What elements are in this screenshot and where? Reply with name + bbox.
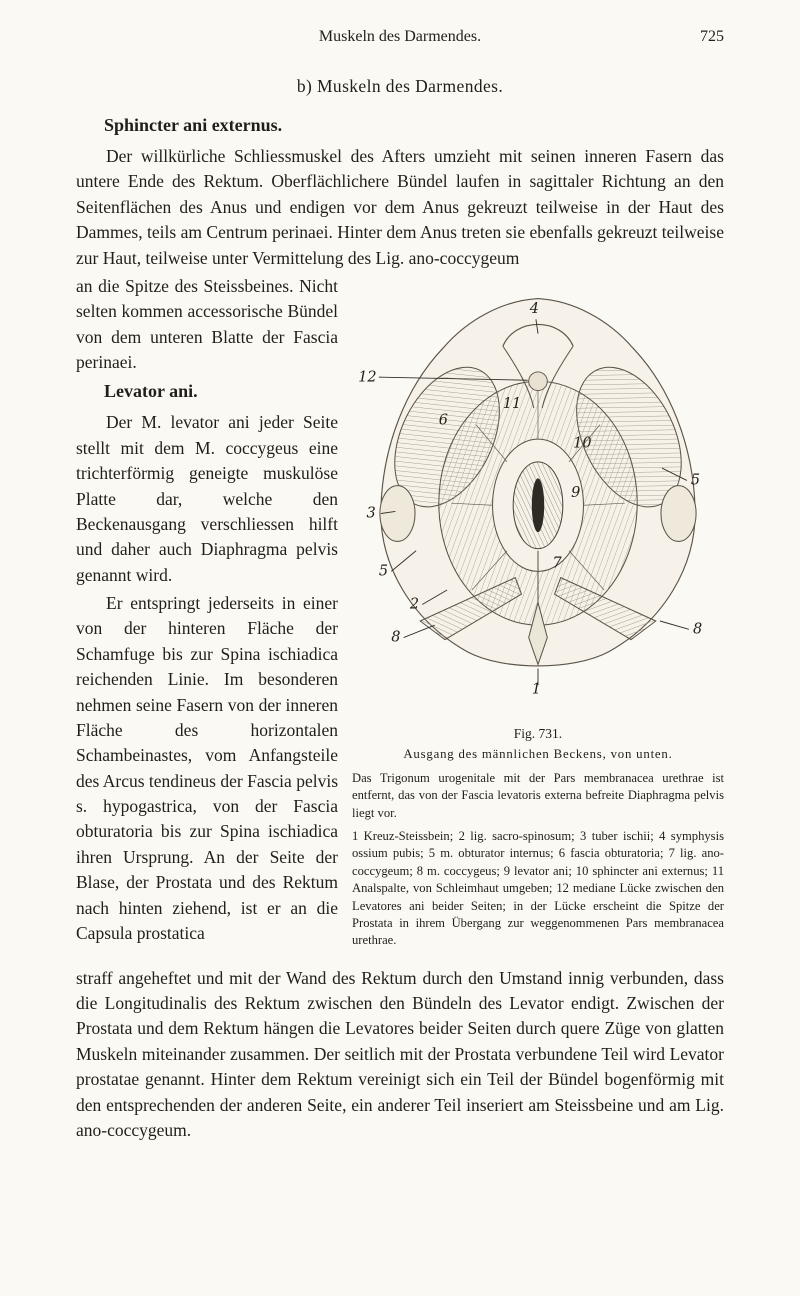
figure-label-9: 9: [571, 484, 581, 501]
levator-heading: Levator ani.: [104, 381, 198, 402]
figure-drawing: [352, 280, 724, 714]
figure-label-1: 1: [531, 681, 542, 698]
figure-label-4: 4: [529, 300, 539, 317]
sphincter-paragraph-full: Der willkürliche Schliessmuskel des Afters umzieht mit seinen inneren Fasern das untere Ende des Rektum. Oberflächlichere Bündel laufen in sagittaler Richtung an den Seitenflächen des Anus und endigen vor dem Anus gekreuzt teilweise in der Haut des Dammes, teils am Centrum perinaei. Hinter dem Anus treten sie ebenfalls gekreuzt teilweise zur Haut, teilweise unter Vermittelung des Lig. ano-coccygeum: [76, 146, 724, 268]
levator-paragraph-1: Der M. levator ani jeder Seite stellt mit dem M. coccygeus eine trichterförmig geneigte muskulöse Platte dar, welche den Beckenausgang verschliessen hilft und daher auch Diaphragma pelvis genannt wird.: [76, 412, 338, 585]
figure-caption-block: [352, 726, 724, 950]
figure-731: [352, 280, 724, 956]
figure-legend: 1 Kreuz-Steissbein; 2 lig. sacro-spinosum; 3 tuber ischii; 4 symphysis ossium pubis; 5 m. obturator internus; 6 fascia obturatoria; 7 lig. ano-coccygeum; 8 m. coccygeus; 9 levator ani; 10 sphincter ani externus; 11 Analspalte, von Schleimhaut umgeben; 12 mediane Lücke zwischen den Levatores ani beider Seiten; in der Lücke erscheint die Spitze der Prostata in ihrem Übergang zur weggenommenen Pars membranacea urethrae.: [352, 829, 724, 948]
section-heading: b) Muskeln des Darmendes.: [296, 76, 504, 96]
figure-label-5: 5: [690, 472, 701, 489]
figure-label-5: 5: [378, 563, 389, 580]
sphincter-paragraph-narrow: an die Spitze des Steissbeines. Nicht selten kommen accessorische Bündel von dem unteren Blatte der Fascia perinaei.: [76, 275, 338, 372]
left-column: [76, 274, 338, 946]
figure-label-3: 3: [366, 505, 376, 522]
figure-label-12: 12: [358, 369, 377, 386]
running-title: Muskeln des Darmendes.: [318, 28, 482, 45]
figure-number: Fig. 731.: [513, 725, 563, 741]
page-header: [76, 28, 724, 46]
figure-label-11: 11: [502, 396, 522, 413]
figure-caption: Das Trigonum urogenitale mit der Pars membranacea urethrae ist entfernt, das von der Fascia levatoris externa befreite Diaphragma pelvis liegt vor.: [352, 770, 724, 820]
figure-label-8: 8: [693, 621, 703, 638]
figure-label-8: 8: [391, 629, 401, 646]
figure-canvas: [352, 280, 724, 714]
clear-float: [76, 956, 724, 966]
wrap-region: [76, 274, 724, 966]
figure-label-2: 2: [409, 596, 420, 613]
figure-label-10: 10: [573, 435, 592, 452]
sphincter-heading: Sphincter ani externus.: [104, 115, 283, 135]
levator-paragraph-2-narrow: Er entspringt jederseits in einer von der hinteren Fläche der Schamfuge bis zur Spina ischiadica reichenden Linie. Im besonderen nehmen seine Fasern von der inneren Fläche des horizontalen Schambeinastes, vom Anfangsteile des Arcus tendineus der Fascia pelvis s. hypogastrica, von der Fascia obturatoria bis zur Spina ischiadica ihren Ursprung. An der Seite der Blase, der Prostata und des Rektum nach hinten ziehend, ist er an die Capsula prostatica: [76, 593, 338, 943]
figure-label-7: 7: [552, 555, 562, 572]
figure-title: Ausgang des männlichen Beckens, von unten.: [403, 746, 673, 761]
levator-paragraph-2-full: straff angeheftet und mit der Wand des Rektum durch den Umstand innig verbunden, dass die Longitudinalis des Rektum zwischen den Bündeln des Levator endigt. Zwischen der Prostata und dem Rektum hängen die Levatores beider Seiten durch quere Züge von glatten Muskeln miteinander zusammen. Der seitlich mit der Prostata verbundene Teil wird Levator prostatae genannt. Hinter dem Rektum vereinigt sich ein Teil der Bündel bogenförmig mit den entsprechenden der anderen Seite, ein anderer Teil inseriert am Steissbeine und am Lig. ano-coccygeum.: [76, 967, 724, 1140]
figure-label-6: 6: [438, 412, 449, 429]
page-number: 725: [700, 28, 724, 45]
